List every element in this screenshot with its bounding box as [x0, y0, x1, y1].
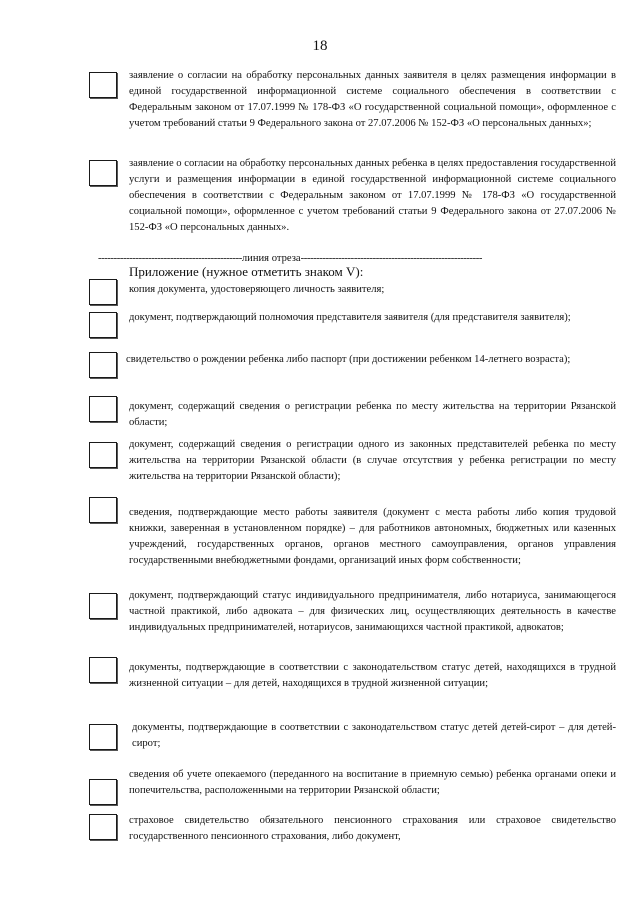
attachment-checkbox-1[interactable] — [89, 279, 117, 305]
attachment-text-2: документ, подтверждающий полномочия представителя заявителя (для представителя заявителя); — [129, 312, 571, 323]
attachment-checkbox-10[interactable] — [89, 779, 117, 805]
consent-checkbox-1[interactable] — [89, 72, 117, 98]
attachment-text-8: документы, подтверждающие в соответствии с законодательством статус детей, находящихся в трудной жизненной ситуации – для детей, находящихся в трудной жизненной ситуации; — [129, 662, 616, 689]
attachment-text-3: свидетельство о рождении ребенка либо паспорт (при достижении ребенком 14-летнего возраста); — [126, 354, 571, 365]
attachment-checkbox-5[interactable] — [89, 442, 117, 468]
attachment-text-11: страховое свидетельство обязательного пенсионного страхования или страховое свидетельство государственного пенсионного страхования, либо документ, — [129, 815, 616, 842]
attachment-text-5: документ, содержащий сведения о регистрации одного из законных представителей ребенка по месту жительства на территории Рязанской области (в случае отсутствия у ребенка регистрации по месту жительства на территории Рязанской области); — [129, 439, 616, 482]
attachment-text-7: документ, подтверждающий статус индивидуального предпринимателя, либо нотариуса, занимающегося частной практикой, либо адвоката – для физических лиц, осуществляющих деятельность в качестве индивидуальных предпринимателей, нотариусов, занимающихся частной практикой, адвокатов; — [129, 590, 616, 633]
attachment-checkbox-4[interactable] — [89, 396, 117, 422]
attachment-text-4: документ, содержащий сведения о регистрации ребенка по месту жительства на территории Рязанской области; — [129, 401, 616, 428]
attachment-checkbox-6[interactable] — [89, 497, 117, 523]
attachment-heading: Приложение (нужное отметить знаком V): — [129, 264, 364, 279]
page-number: 18 — [312, 38, 328, 54]
attachment-text-1: копия документа, удостоверяющего личность заявителя; — [129, 284, 385, 295]
attachment-checkbox-9[interactable] — [89, 724, 117, 750]
attachment-checkbox-3[interactable] — [89, 352, 117, 378]
attachment-checkbox-2[interactable] — [89, 312, 117, 338]
attachment-checkbox-11[interactable] — [89, 814, 117, 840]
attachment-text-9: документы, подтверждающие в соответствии с законодательством статус детей детей-сирот – для детей-сирот; — [132, 722, 616, 749]
attachment-checkbox-8[interactable] — [89, 657, 117, 683]
cut-line: ----------------------------------------------линия отреза---------------------------------------------------------- — [98, 253, 483, 264]
attachment-checkbox-7[interactable] — [89, 593, 117, 619]
consent-text-2: заявление о согласии на обработку персональных данных ребенка в целях предоставления государственной услуги и размещения информации в единой государственной информационной системе социального обеспечения в соответствии с Федеральным законом от 17.07.1999 № 178-ФЗ «О государственной социальной помощи», оформленное с учетом требований статьи 9 Федерального закона от 27.07.2006 № 152-ФЗ «О персональных данных». — [129, 158, 616, 233]
attachment-text-10: сведения об учете опекаемого (переданного на воспитание в приемную семью) ребенка органами опеки и попечительства, расположенными на территории Рязанской области; — [129, 769, 616, 796]
cut-line-label: линия отреза — [241, 253, 301, 264]
attachment-text-6: сведения, подтверждающие место работы заявителя (документ с места работы либо копия трудовой книжки, заверенная в установленном порядке) – для работников автономных, бюджетных или казенных учреждений, государственных органов, органов местного самоуправления, органов управления государственными внебюджетными фондами, организаций иных форм собственности; — [129, 507, 616, 566]
consent-text-1: заявление о согласии на обработку персональных данных заявителя в целях размещения информации в единой государственной информационной системе социального обеспечения в соответствии с Федеральным законом от 17.07.1999 № 178-ФЗ «О государственной социальной помощи», оформленное с учетом требований статьи 9 Федерального закона от 27.07.2006 № 152-ФЗ «О персональных данных»; — [129, 70, 616, 129]
consent-checkbox-2[interactable] — [89, 160, 117, 186]
